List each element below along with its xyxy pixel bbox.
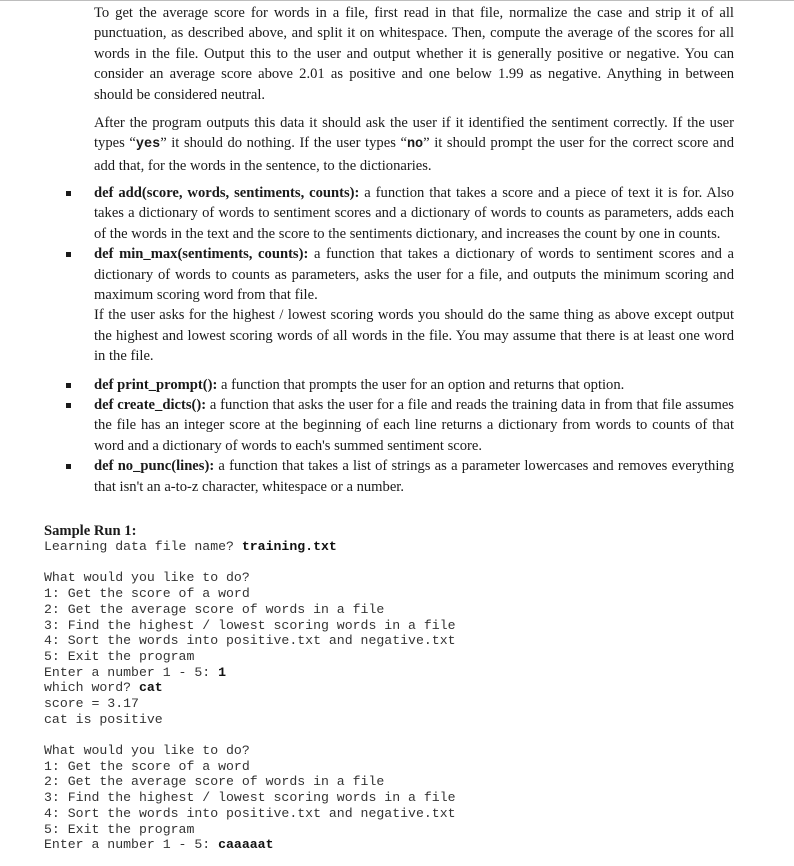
bullet-icon (66, 383, 71, 388)
sample-run-block-1 (44, 539, 456, 727)
function-item-min-max (62, 244, 734, 366)
learning-prompt: Learning data file name? (44, 539, 242, 554)
function-name: def add(score, words, sentiments, counts): (94, 185, 360, 201)
bullet-icon (66, 403, 71, 408)
yes-keyword: yes (135, 137, 161, 153)
bullet-icon (66, 191, 71, 196)
learning-input: training.txt (241, 539, 337, 554)
menu-line: 4: Sort the words into positive.txt and negative.txt (44, 633, 456, 649)
function-name: def no_punc(lines): (94, 458, 215, 475)
bullet-icon (66, 252, 71, 257)
feedback-paragraph (94, 113, 734, 176)
function-name: def min_max(sentiments, counts): (94, 246, 309, 263)
result-line: cat is positive (44, 711, 163, 727)
word-line (44, 680, 456, 696)
sample-run-block-2 (44, 743, 456, 853)
menu-line: 3: Find the highest / lowest scoring words in a file (44, 617, 456, 633)
function-desc: a function that takes a dictionary of words to sentiment scores and a dictionary of words to counts as parameters, asks the user for a file, and outputs the minimum scoring and maximum scoring word from that file. (94, 246, 734, 304)
function-desc: a function that takes a list of strings as a parameter lowercases and removes everything that isn't an a-to-z character, whitespace or a number. (94, 458, 734, 495)
feedback-text-b: ” it should do nothing. If the user types “ (160, 135, 407, 152)
function-desc: a function that asks the user for a file and reads the training data in from that file assumes the file has an integer score at the beginning of each line returns a dictionary from words to counts of that word and a dictionary of words to each's summed sentiment score. (94, 397, 734, 454)
sample-run-heading: Sample Run 1: (44, 523, 137, 539)
word-input: cat (138, 680, 163, 696)
menu-line: What would you like to do? (44, 743, 250, 758)
intro-paragraph: To get the average score for words in a file, first read in that file, normalize the case and strip it of all punctuation, as described above, and split it on whitespace. Then, compute the average of the scores for all words in the file. Output this to the user and output whether it is generally positive or negative. You can consider an average score above 2.01 as positive and one below 1.99 as negative. Anything in between should be considered neutral. (94, 5, 734, 103)
menu-line: 5: Exit the program (44, 648, 195, 664)
menu-line: 5: Exit the program (44, 821, 195, 837)
menu-line: 1: Get the score of a word (44, 758, 250, 774)
enter-input: 1 (218, 664, 227, 680)
function-name: def print_prompt(): (94, 376, 218, 393)
word-prompt: which word? (44, 680, 139, 696)
function-item-create-dicts (62, 395, 734, 456)
function-extra: If the user asks for the highest / lowest scoring words you should do the same thing as above except output the highest and lowest scoring words of all words in the file. You may assume that there is at least one word in the file. (94, 307, 734, 365)
list-gap (62, 367, 734, 375)
function-list (62, 183, 734, 497)
menu-line: 3: Find the highest / lowest scoring words in a file (44, 790, 456, 806)
function-item-no-punc (62, 456, 734, 497)
menu-line: What would you like to do? (44, 570, 250, 586)
enter-prompt: Enter a number 1 - 5: (44, 664, 219, 680)
menu-line: 4: Sort the words into positive.txt and negative.txt (44, 805, 456, 821)
menu-line: 1: Get the score of a word (44, 586, 250, 602)
function-name: def create_dicts(): (94, 397, 207, 414)
enter-prompt: Enter a number 1 - 5: (44, 837, 219, 853)
enter-line (44, 665, 456, 681)
function-desc: a function that prompts the user for an option and returns that option. (217, 376, 625, 393)
menu-line: 2: Get the average score of words in a file (44, 601, 385, 617)
bullet-icon (66, 464, 71, 469)
enter-input: caaaaat (218, 837, 274, 853)
function-desc: a function that takes a score and a piece of text it is for. Also takes a dictionary of words to sentiment scores and a dictionary of words to counts as parameters, adds each of the words in the text and the score to the sentiments dictionary, and increases the count by one in counts. (94, 185, 734, 242)
learning-line (44, 539, 456, 555)
enter-line (44, 837, 456, 853)
function-item-print-prompt (62, 375, 734, 395)
no-keyword: no (406, 137, 424, 153)
score-line: score = 3.17 (44, 696, 139, 712)
feedback-text-a: After the program outputs this data it should ask the user if it identified the sentiment correctly. If the user types “ (94, 115, 734, 152)
feedback-text-c: ” it should prompt the user for the correct score and add that, for the words in the sentence, to the dictionaries. (94, 135, 734, 174)
menu-line: 2: Get the average score of words in a file (44, 774, 385, 790)
function-item-add (62, 183, 734, 244)
